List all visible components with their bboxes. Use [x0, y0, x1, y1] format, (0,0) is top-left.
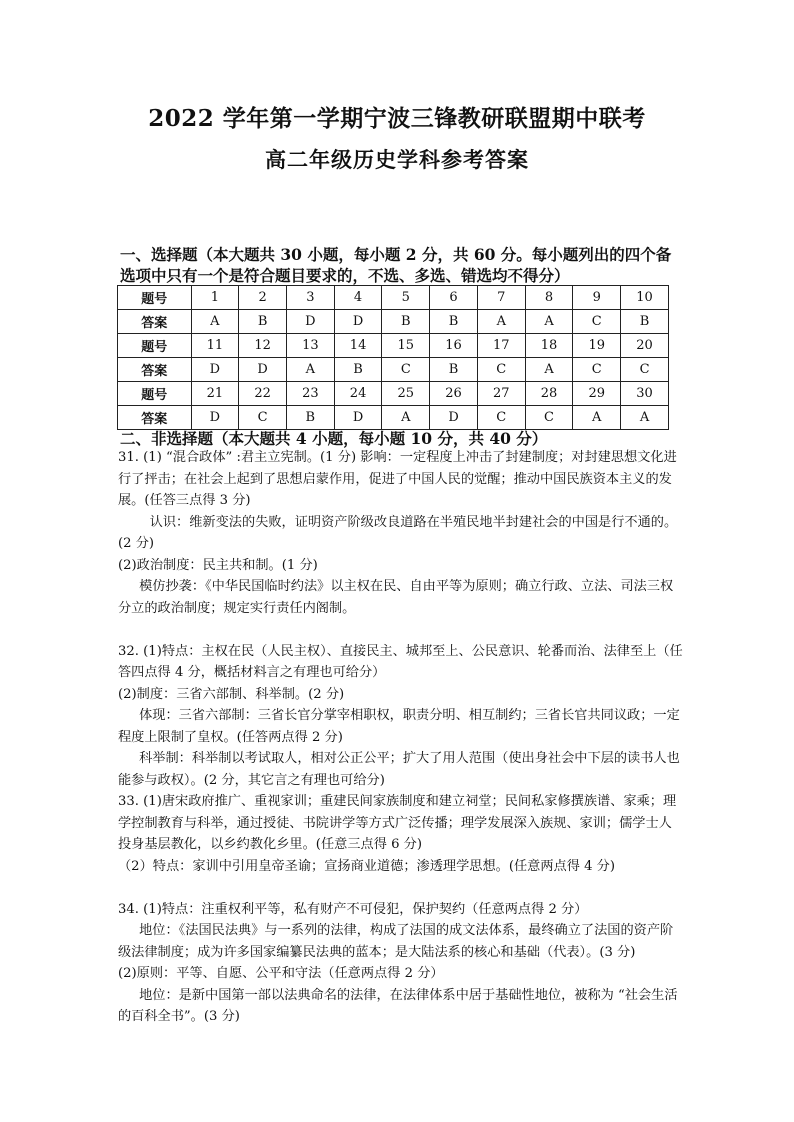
table-cell: 11	[191, 334, 239, 358]
answer-paragraph: 34. (1)特点：注重权利平等，私有财产不可侵犯，保护契约（任意两点得 2 分）	[118, 901, 588, 917]
table-cell: A	[191, 310, 239, 334]
table-cell: 8	[525, 286, 573, 310]
table-cell: 题号	[118, 286, 192, 310]
table-cell: C	[477, 406, 525, 430]
table-cell: 14	[334, 334, 382, 358]
table-cell: C	[573, 310, 621, 334]
table-cell: 1	[191, 286, 239, 310]
section2-heading: 二、非选择题（本大题共 4 小题，每小题 10 分，共 40 分）	[120, 429, 548, 448]
table-cell: A	[286, 358, 334, 382]
answer-paragraph: 地位：是新中国第一部以法典命名的法律，在法律体系中居于基础性地位，被称为 “社会生活的百科全书”。(3 分)	[118, 987, 678, 1024]
table-cell: C	[382, 358, 430, 382]
table-row	[118, 286, 669, 310]
table-cell: 27	[477, 382, 525, 406]
table-cell: D	[191, 358, 239, 382]
table-cell: C	[573, 358, 621, 382]
table-cell: D	[334, 406, 382, 430]
table-cell: 6	[430, 286, 478, 310]
table-cell: 26	[430, 382, 478, 406]
table-cell: D	[191, 406, 239, 430]
answer-paragraph: 模仿抄袭：《中华民国临时约法》以主权在民、自由平等为原则；确立行政、立法、司法三权分立的政治制度；规定实行责任内阁制。	[118, 579, 674, 616]
table-cell: 20	[621, 334, 669, 358]
section1-heading: 一、选择题（本大题共 30 小题，每小题 2 分，共 60 分。每小题列出的四个备选项中只有一个是符合题目要求的，不选、多选、错选均不得分）	[120, 245, 672, 285]
table-cell: 答案	[118, 406, 192, 430]
table-cell: A	[525, 358, 573, 382]
table-cell: B	[382, 310, 430, 334]
table-cell: B	[239, 310, 287, 334]
answer-paragraph: (2)原则：平等、自愿、公平和守法（任意两点得 2 分）	[118, 966, 444, 981]
page-title: 2022 学年第一学期宁波三锋教研联盟期中联考	[148, 105, 646, 132]
table-cell: A	[382, 406, 430, 430]
table-cell: 18	[525, 334, 573, 358]
table-cell: 19	[573, 334, 621, 358]
table-cell: B	[286, 406, 334, 430]
answer-paragraph: （2）特点：家训中引用皇帝圣谕；宣扬商业道德；渗透理学思想。(任意两点得 4 分)	[118, 858, 616, 874]
table-row	[118, 358, 669, 382]
table-cell: 16	[430, 334, 478, 358]
table-cell: 题号	[118, 382, 192, 406]
table-cell: 题号	[118, 334, 192, 358]
table-cell: 12	[239, 334, 287, 358]
answer-paragraph: (2)政治制度：民主共和制。(1 分)	[118, 557, 318, 573]
table-cell: C	[239, 406, 287, 430]
table-cell: 答案	[118, 310, 192, 334]
table-cell: 13	[286, 334, 334, 358]
table-row	[118, 334, 669, 358]
table-cell: 10	[621, 286, 669, 310]
answers-body	[118, 447, 684, 1028]
table-cell: A	[621, 406, 669, 430]
table-cell: 17	[477, 334, 525, 358]
table-cell: 7	[477, 286, 525, 310]
table-cell: C	[621, 358, 669, 382]
table-cell: B	[430, 358, 478, 382]
table-cell: D	[334, 310, 382, 334]
table-cell: 22	[239, 382, 287, 406]
table-row	[118, 382, 669, 406]
table-cell: 答案	[118, 358, 192, 382]
answer-paragraph: 体现：三省六部制：三省长官分掌宰相职权，职责分明、相互制约；三省长官共同议政；一定程度上限制了皇权。(任答两点得 2 分)	[118, 708, 680, 745]
table-cell: 30	[621, 382, 669, 406]
table-cell: D	[239, 358, 287, 382]
table-cell: C	[525, 406, 573, 430]
table-cell: D	[430, 406, 478, 430]
answer-paragraph: 科举制：科举制以考试取人，相对公正公平；扩大了用人范围（使出身社会中下层的读书人也能参与政权）。(2 分，其它言之有理也可给分)	[118, 751, 680, 788]
table-cell: 25	[382, 382, 430, 406]
answer-paragraph: 31. (1) “混合政体” :君主立宪制。(1 分) 影响：一定程度上冲击了封建制度；对封建思想文化进行了抨击；在社会上起到了思想启蒙作用，促进了中国人民的觉醒；推动中国民族资本主义的发展。(任答三点得 3 分)	[118, 450, 677, 508]
table-cell: B	[430, 310, 478, 334]
table-cell: 5	[382, 286, 430, 310]
table-row	[118, 310, 669, 334]
table-cell: C	[477, 358, 525, 382]
table-cell: D	[286, 310, 334, 334]
table-cell: 2	[239, 286, 287, 310]
table-row	[118, 406, 669, 430]
table-cell: 15	[382, 334, 430, 358]
table-cell: 28	[525, 382, 573, 406]
page-subtitle: 高二年级历史学科参考答案	[265, 147, 529, 172]
table-cell: B	[334, 358, 382, 382]
table-cell: A	[525, 310, 573, 334]
answer-paragraph: 认识：维新变法的失败，证明资产阶级改良道路在半殖民地半封建社会的中国是行不通的。(2 分)	[118, 514, 678, 551]
table-cell: 3	[286, 286, 334, 310]
table-cell: 24	[334, 382, 382, 406]
answer-paragraph: (2)制度：三省六部制、科举制。(2 分)	[118, 686, 345, 702]
table-cell: 29	[573, 382, 621, 406]
table-cell: 4	[334, 286, 382, 310]
table-cell: 9	[573, 286, 621, 310]
table-cell: 21	[191, 382, 239, 406]
answer-paragraph: 地位：《法国民法典》与一系列的法律，构成了法国的成文法体系，最终确立了法国的资产阶级法律制度；成为许多国家编纂民法典的蓝本；是大陆法系的核心和基础（代表）。(3 分)	[118, 923, 674, 960]
answer-paragraph: 33. (1)唐宋政府推广、重视家训；重建民间家族制度和建立祠堂；民间私家修撰族谱、家乘；理学控制教育与科举，通过授徒、书院讲学等方式广泛传播；理学发展深入族规、家训；儒学士人投身基层教化，以乡约教化乡里。(任意三点得 6 分)	[118, 794, 677, 852]
table-cell: 23	[286, 382, 334, 406]
answer-paragraph: 32. (1)特点：主权在民（人民主权）、直接民主、城邦至上、公民意识、轮番而治、法律至上（任答四点得 4 分，概括材料言之有理也可给分）	[118, 643, 683, 680]
table-cell: A	[573, 406, 621, 430]
answer-table	[117, 285, 669, 430]
table-cell: B	[621, 310, 669, 334]
table-cell: A	[477, 310, 525, 334]
